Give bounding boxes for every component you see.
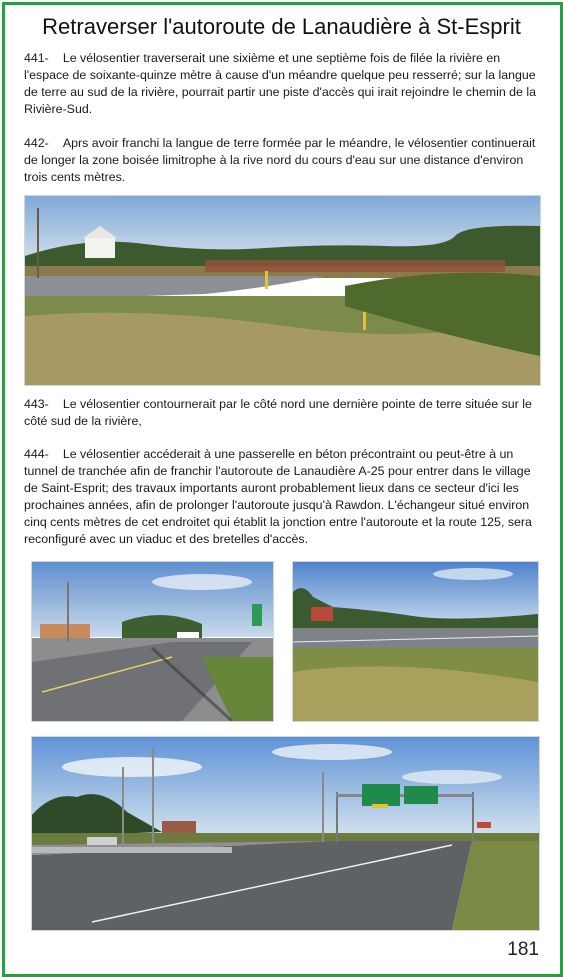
paragraph-text: Aprs avoir franchi la langue de terre formée par le méandre, le vélosentier continuerait de longer la zone boisée limitrophe à la rive nord du cours d'eau sur une distance d'environ trois cents mètres.	[24, 136, 536, 184]
paragraph-text: Le vélosentier accéderait à une passerelle en béton précontraint ou peut-être à un tunnel de tranchée afin de franchir l'autoroute de Lanaudière A-25 pour entrer dans le village de Saint-Esprit; des travaux importants auront probablement lieux dans ce secteur d'ici les prochaines années, afin de prolonger l'autoroute jusqu'à Rawdon. L'échangeur situé environ cinq cents mètres de cet endroitet qui établit la jonction entre l'autoroute et la route 125, sera reconfiguré avec un viaduc et des bretelles d'accès.	[24, 447, 532, 546]
photo-highway-signage	[31, 736, 540, 931]
page-title: Retraverser l'autoroute de Lanaudière à St-Esprit	[42, 14, 521, 39]
paragraph-number: 443-	[24, 397, 49, 411]
paragraph-441	[24, 50, 544, 118]
photo-field-meander	[24, 195, 541, 386]
paragraph-text: Le vélosentier contournerait par le côté nord une dernière pointe de terre située sur le côté sud de la rivière,	[24, 397, 532, 428]
page-number: 181	[507, 939, 539, 960]
photo-highway-grass	[292, 561, 539, 722]
paragraph-444	[24, 446, 544, 548]
paragraph-number: 441-	[24, 51, 49, 65]
paragraph-number: 444-	[24, 447, 49, 461]
paragraph-number: 442-	[24, 136, 49, 150]
photo-route-125-intersection	[31, 561, 274, 722]
paragraph-442	[24, 135, 544, 186]
paragraph-text: Le vélosentier traverserait une sixième et une septième fois de filée la rivière en l'espace de soixante-quinze mètre à cause d'un méandre quelque peu resserré; sur la langue de terre au sud de la rivière, pourrait partir une piste d'accès qui irait rejoindre le chemin de la Rivière-Sud.	[24, 51, 537, 116]
paragraph-443	[24, 396, 544, 430]
